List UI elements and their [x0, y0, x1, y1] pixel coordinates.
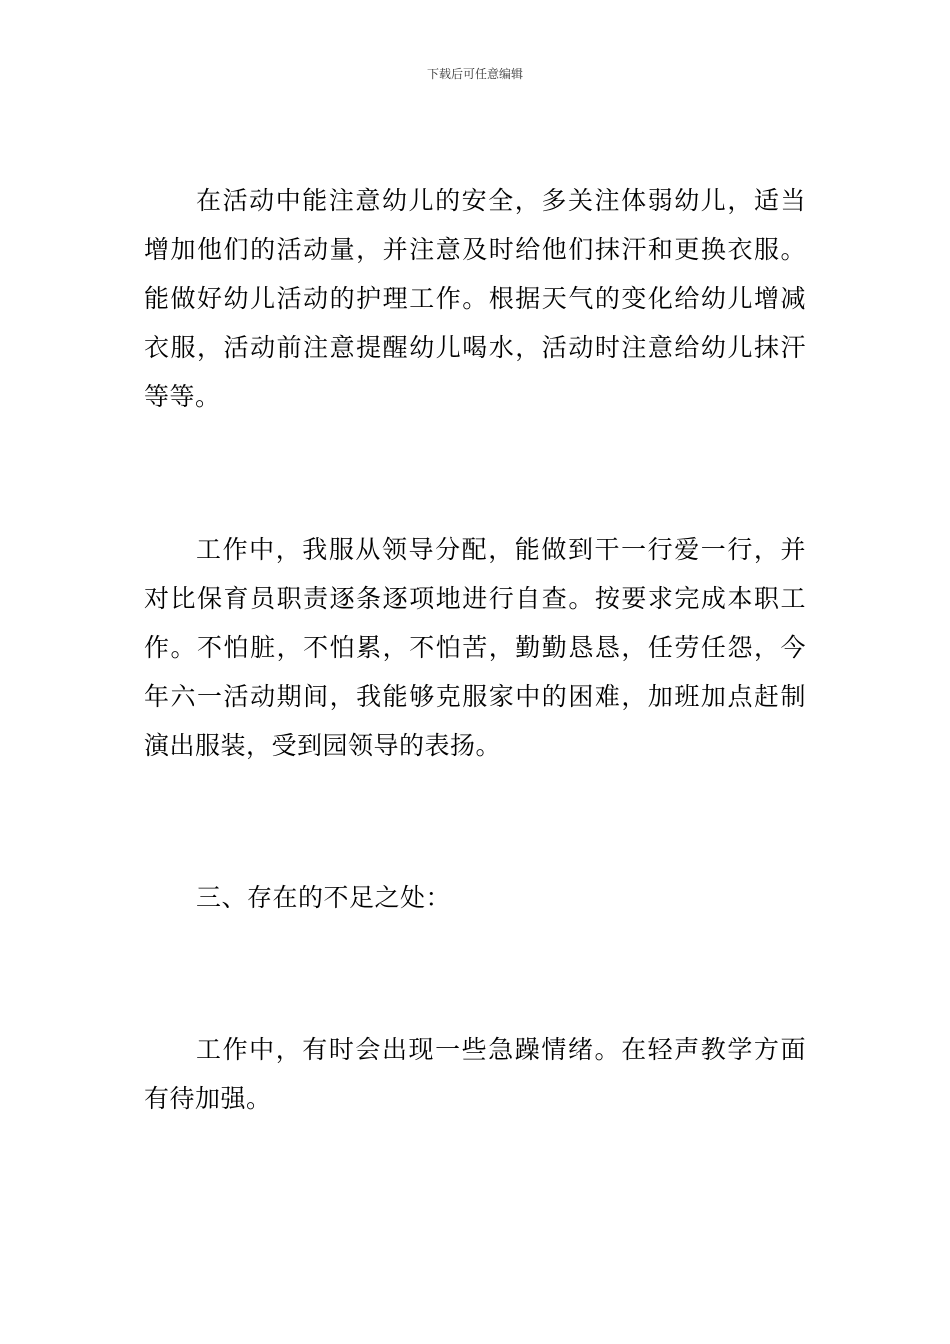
paragraph-1: 在活动中能注意幼儿的安全，多关注体弱幼儿，适当增加他们的活动量，并注意及时给他们抹汗和更换衣服。能做好幼儿活动的护理工作。根据天气的变化给幼儿增减衣服，活动前注意提醒幼儿喝水，活动时注意给幼儿抹汗等等。: [144, 186, 806, 411]
header-note: 下载后可任意编辑: [426, 67, 523, 81]
section-heading: 三、存在的不足之处：: [196, 883, 452, 912]
paragraph-2: 工作中，我服从领导分配，能做到干一行爱一行，并对比保育员职责逐条逐项地进行自查。按要求完成本职工作。不怕脏，不怕累，不怕苦，勤勤恳恳，任劳任怨，今年六一活动期间，我能够克服家中的困难，加班加点赶制演出服装，受到园领导的表扬。: [144, 535, 806, 760]
paragraph-3: 工作中，有时会出现一些急躁情绪。在轻声教学方面有待加强。: [144, 1035, 806, 1113]
